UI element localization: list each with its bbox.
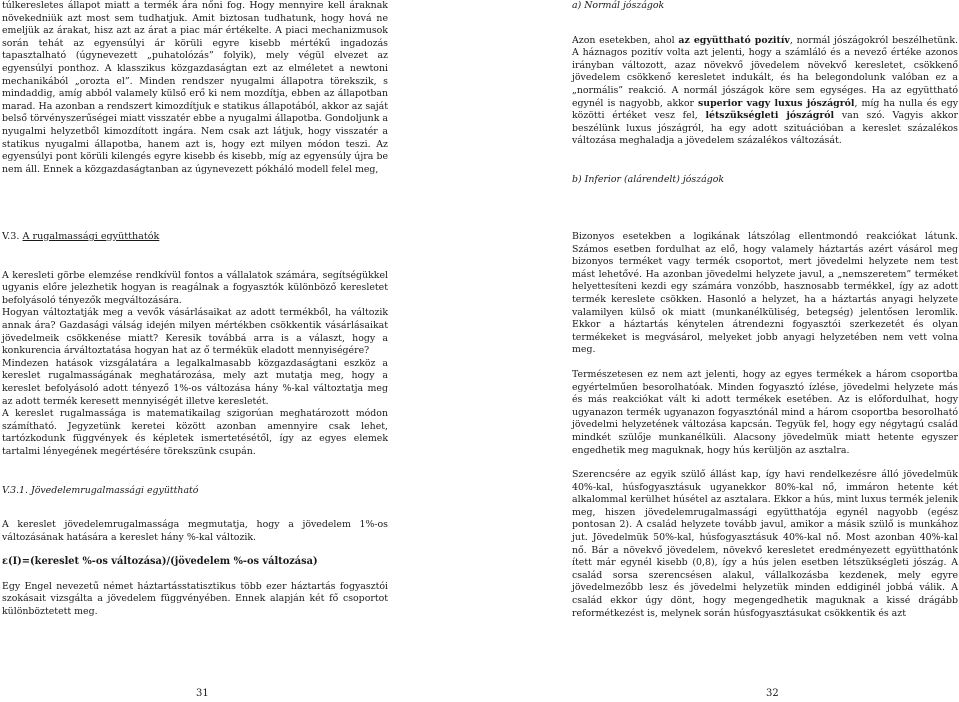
subsection-paragraph-1: A kereslet jövedelemrugalmassága megmutatja, hogy a jövedelem 1%-os változásának hatására a kereslet hány %-kal változik.: [2, 519, 388, 543]
heading-inferior-goods: b) Inferior (alárendelt) jószágok: [572, 173, 725, 185]
right-bottom-column: [572, 231, 958, 620]
section-paragraph-4: A kereslet rugalmassága is matematikailag szigorúan meghatározott módon számítható. Jegyzetünk keretei között azonban amennyire csak lehet, tartózkodunk függvények és képletek ismertetésétől, így az egyes elemek tartalmi lényegének megértésére törekszünk csupán.: [2, 408, 388, 457]
elasticity-formula: ε(I)=(kereslet %-os változása)/(jövedelem %-os változása): [2, 556, 318, 568]
subsection-paragraph-2: Egy Engel nevezetű német háztartásstatisztikus több ezer háztartás fogyasztói szokásait vizsgálta a jövedelem függvényében. Ennek alapján két fő csoportot különböztetett meg.: [2, 580, 388, 618]
left-bottom-column: [2, 231, 388, 619]
left-top-paragraph: túlkeresletes állapot miatt a termék ára nőni fog. Hogy mennyire kell áraknak növekedniük azt most sem tudhatjuk. Amit biztosan tudhatunk, hogy hová ne emeljük az árakat, hisz azt az árat a piac már értékelte. A piaci mechanizmusok során tehát az egyensúlyi ár körüli egyre kisebb mértékű ingadozás tapasztalható (úgynevezett „puhatolózás” folyik), mely végül elvezet az egyensúlyi ponthoz. A klasszikus közgazdaságtan ezt az elméletet a newtoni mechanikából „orozta el”. Minden rendszer nyugalmi állapotra törekszik, s mindaddig, amíg abból valamely külső erő ki nem mozdítja, ebben az állapotban marad. Ha azonban a rendszert kimozdítjuk e statikus állapotából, akkor az saját belső törvényszerűségei miatt visszatér ebbe a nyugalmi állapotba. Gondoljunk a nyugalmi helyzetből kimozdított ingára. Nem csak azt látjuk, hogy visszatér a statikus nyugalmi állapotba, hanem azt is, hogy ezt milyen módon teszi. Az egyensúlyi pont körüli kilengés egyre kisebb és kisebb, míg az egyensúly újra be nem áll. Ennek a közgazdaságtanban az úgynevezett pókháló modell felel meg,: [2, 0, 388, 175]
subsection-heading: V.3.1. Jövedelemrugalmassági együttható: [2, 484, 199, 496]
section-heading: V.3. A rugalmassági együtthatók: [2, 231, 160, 242]
inferior-paragraph-1: Bizonyos esetekben a logikának látszólag ellentmondó reakciókat látunk. Számos esetben fordulhat az elő, hogy valamely háztartás azért vásárol meg bizonyos terméket vagy termék csoportot, mert jövedelmi helyzete nem test mást lehetővé. Ha azonban jövedelmi helyzete javul, a „nemszeretem” terméket helyettesíteni kezdi egy számára vonzóbb, hasznosabb termékkel, így az adott termék kereslete csökken. Hasonló a helyzet, ha a háztartás anyagi helyzete valamilyen külső ok miatt (munkanélküliség, betegség) jelentősen leromlik. Ekkor a háztartás kénytelen átrendezni fogyasztói szerkezetét és olyan termékeket is megvásárol, melyeket jobb anyagi helyzetében nem vett volna meg.: [572, 231, 958, 356]
page-number-left: 31: [196, 688, 209, 699]
heading-normal-goods: a) Normál jószágok: [572, 0, 665, 11]
section-paragraph-1: A keresleti görbe elemzése rendkívül fontos a vállalatok számára, segítségükkel ugyanis előre jelezhetik hogyan is reagálnak a fogyasztók különböző keresletet befolyásoló tényezők megváltozására.: [2, 269, 388, 306]
section-paragraph-3: Mindezen hatások vizsgálatára a legalkalmasabb közgazdaságtani eszköz a kereslet rugalmasságának meghatározása, mely azt mutatja meg, hogy a kereslet befolyásoló adott tényező 1%-os változása hány %-kal változtatja meg az adott termék keresett mennyiségét illetve keresletét.: [2, 357, 388, 407]
bold-necessity-goods: létszükségleti jószágról: [705, 110, 835, 122]
paragraph-normal-goods: Azon esetekben, ahol az együttható pozitív, normál jószágokról beszélhetünk. A háznagos pozitív volta azt jelenti, hogy a számláló és a nevező értéke azonos irányban változott, azaz növekvő jövedelem növekvő keresletet, csökkenő jövedelem csökkenő keresletet indukált, és ha belegondolunk valóban ez a „normális” reakció. A normál jószágok köre sem egységes. Ha az együttható egynél is nagyobb, akkor superior vagy luxus jószágról, míg ha nulla és egy közötti értéket vesz fel, létszükségleti jószágról van szó. Vagyis akkor beszélünk luxus jószágról, ha egy adott szituációban a kereslet százalékos változása meghaladja a jövedelem százalékos változását.: [572, 34, 959, 147]
inferior-paragraph-3: Szerencsére az egyik szülő állást kap, így havi rendelkezésre álló jövedelmük 40%-kal, húsfogyasztásuk ugyanekkor 80%-kal nő, immáron hetente két alkalommal kerülhet húsétel az asztalara. Ekkor a hús, mint luxus termék jelenik meg, hiszen jövedelemrugalmassági együtthatója egynél nagyobb (egész pontosan 2). A család helyzete tovább javul, amikor a másik szülő is munkához jut. Jövedelmük 50%-kal, húsfogyasztásuk 40%-kal nő. Most azonban 40%-kal nő. Bár a növekvő jövedelem, növekvő keresletet eredményezett együtthatónk ített már egynél kisebb (0,8), így a hús jelen esetben létszükségleti jószág. A család sorsa szerencsésen alakul, vállalkozásba kezdenek, mely egyre jövedelmezőbb lesz és jövedelmi helyzetük minden eddiginél jobbá válik. A család ekkor úgy dönt, hogy megengedhetik maguknak a kissé drágább reformétkezést is, melynek során húsfogyasztásukat csökkentik és azt: [572, 469, 958, 619]
section-paragraph-2: Hogyan változtatják meg a vevők vásárlásaikat az adott termékből, ha változik annak ára? Gazdasági válság idején milyen mértékben csökkentik vásárlásaikat jövedelmeik csökkenése miatt? Keresik továbbá arra is a választ, hogy a konkurencia árváltoztatása hogyan hat az ő termékük eladott mennyiségére?: [2, 307, 388, 357]
inferior-paragraph-2: Természetesen ez nem azt jelenti, hogy az egyes termékek a három csoportba egyértelműen besorolhatóak. Minden fogyasztó ízlése, jövedelmi helyzete más és más reakciókat vált ki adott termékek esetében. Az is előfordulhat, hogy ugyanazon termék ugyanazon fogyasztónál mind a három csoportba besorolható jövedelmi helyzetének változása kapcsán. Tegyük fel, hogy egy négytagú család mindkét szülője munkanélküli. Alacsony jövedelmük miatt hetente egyszer engedhetik meg maguknak, hogy hús kerüljön az asztalra.: [572, 368, 958, 456]
right-top-column: [572, 0, 958, 187]
bold-luxury-goods: superior vagy luxus jószágról: [698, 97, 855, 109]
bold-positive-coefficient: az együttható pozitív: [678, 34, 790, 46]
page-number-right: 32: [766, 688, 779, 699]
left-top-column: [2, 0, 388, 176]
